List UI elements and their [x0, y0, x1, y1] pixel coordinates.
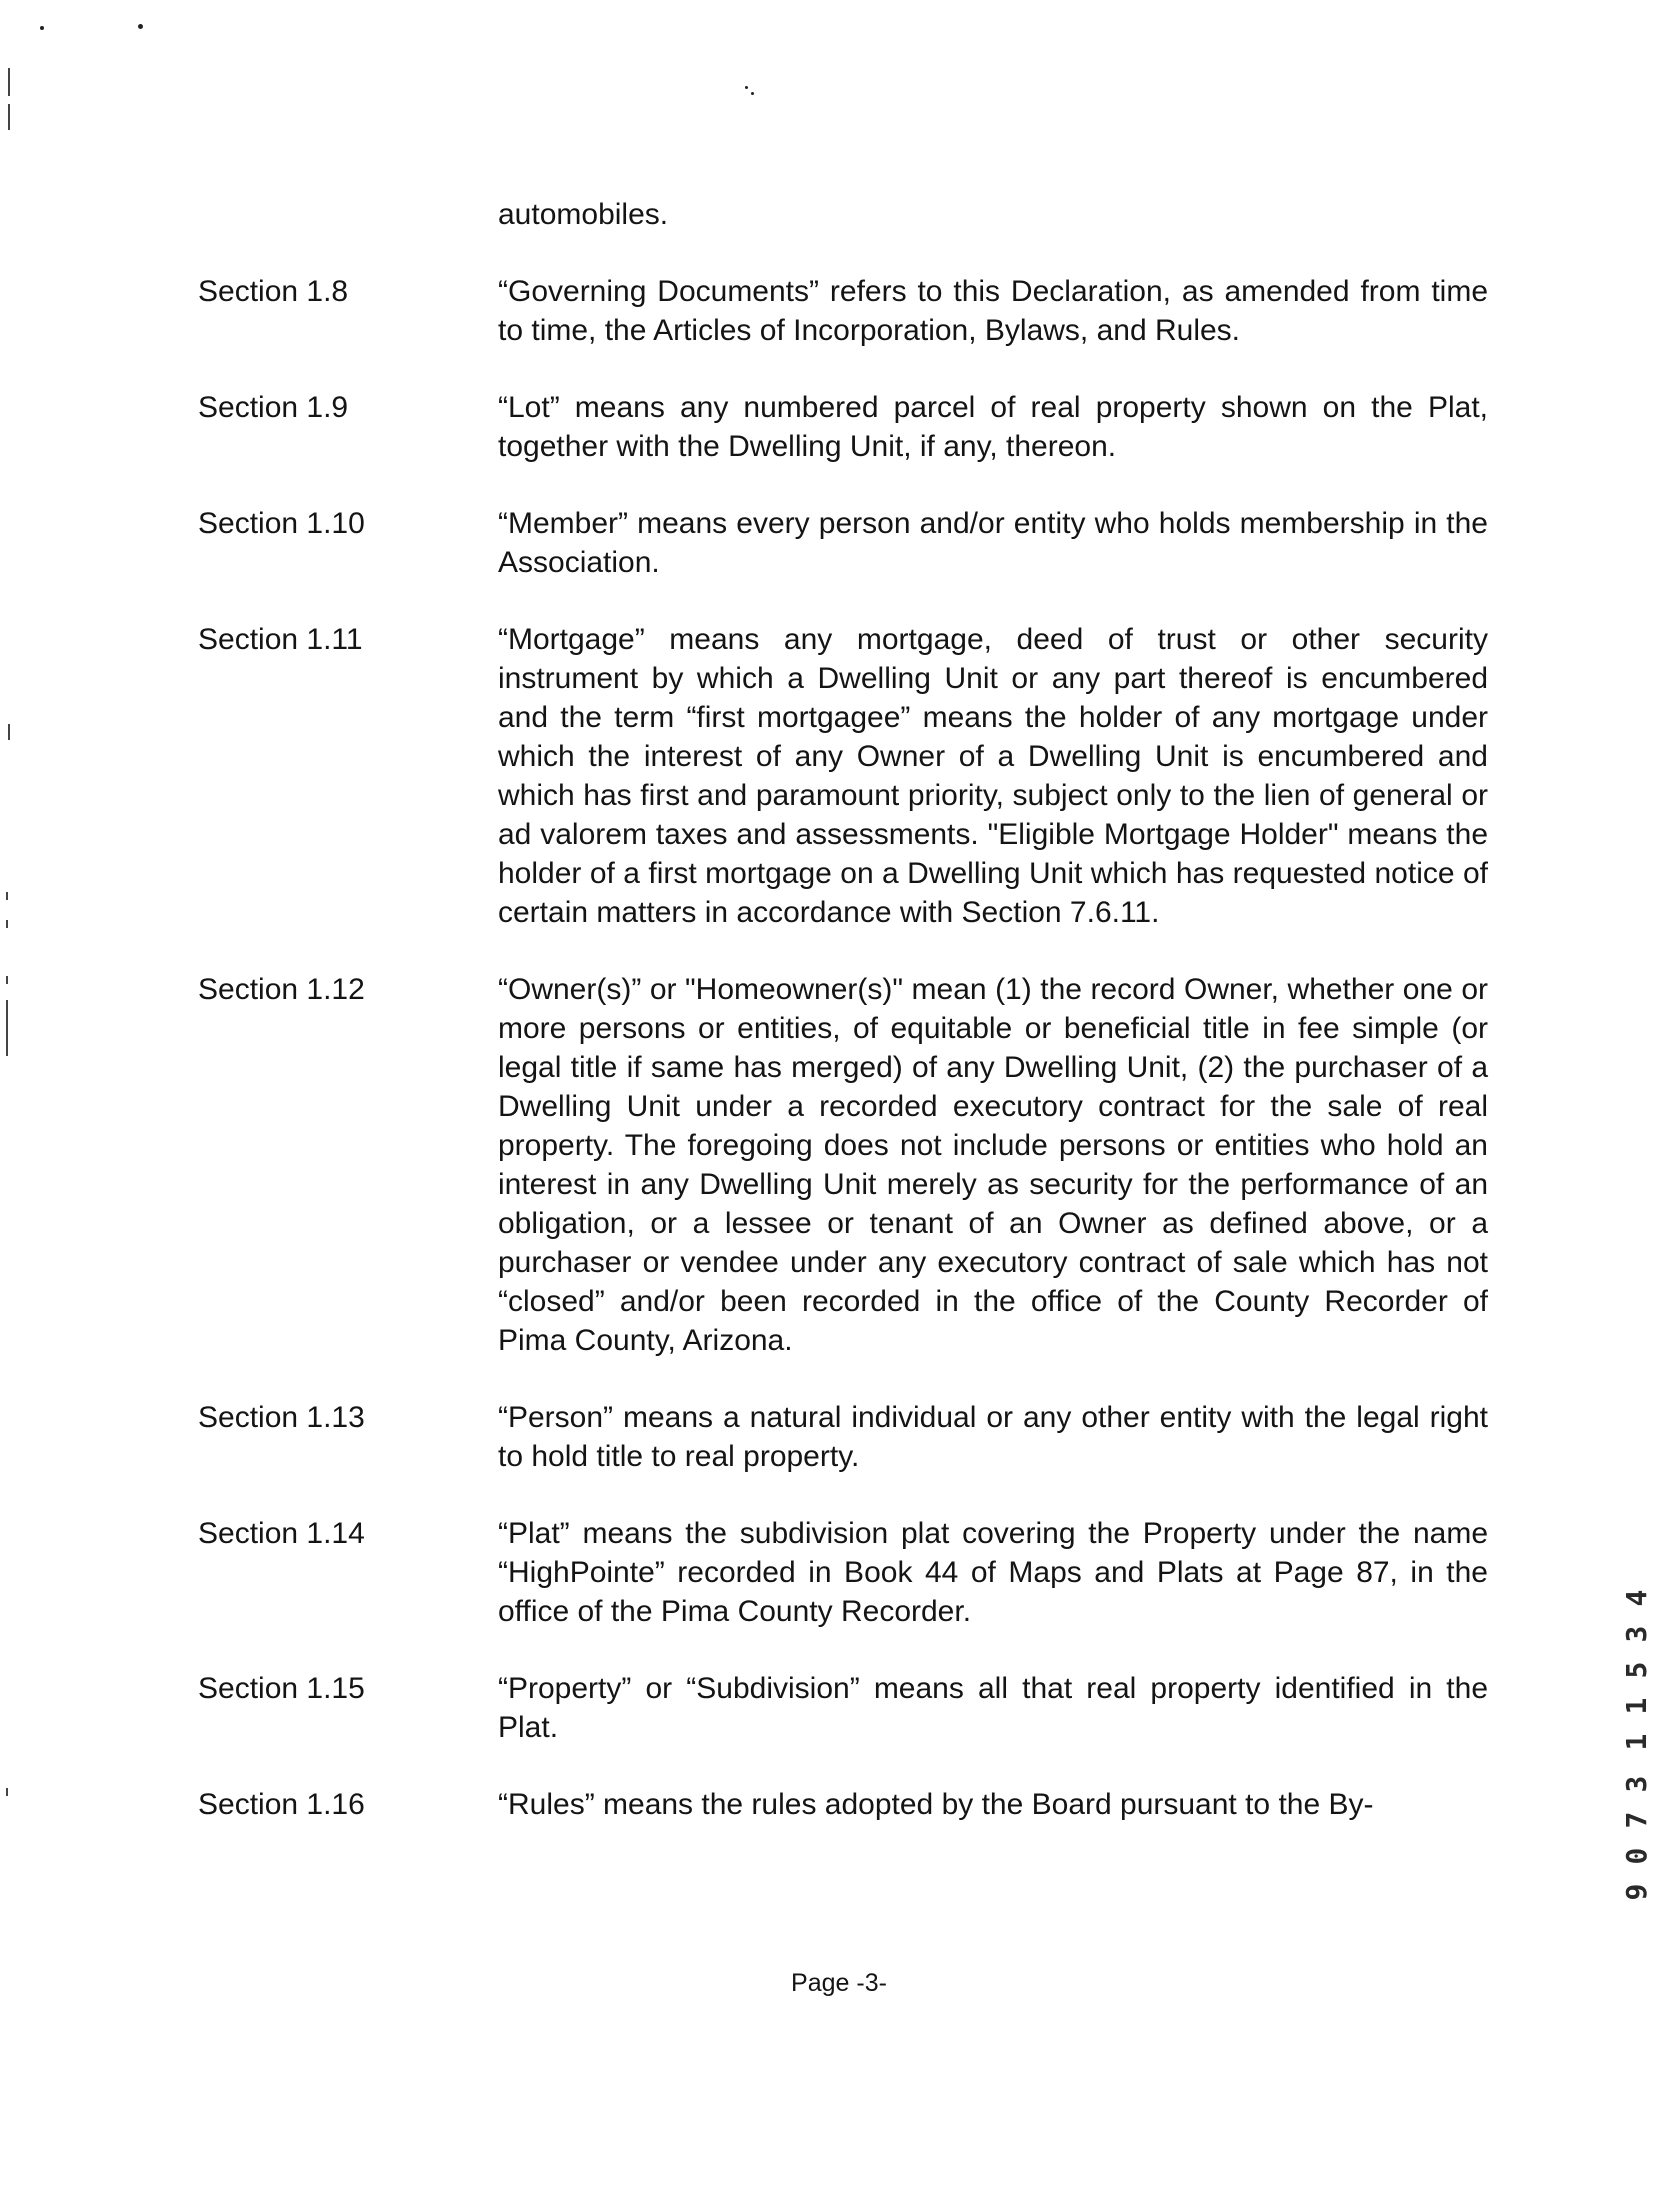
section-label: Section 1.13: [198, 1401, 365, 1434]
section-1-16: [198, 1785, 1488, 1824]
scan-speck: [745, 86, 748, 89]
section-label: Section 1.11: [198, 623, 363, 656]
section-text: “Plat” means the subdivision plat covering the Property under the name “HighPointe” recorded in Book 44 of Maps and Plats at Page 87, in the office of the Pima County Recorder.: [498, 1517, 1497, 1628]
scan-speck: [40, 26, 44, 30]
section-label: Section 1.10: [198, 507, 365, 540]
stamp-digit: 3: [1620, 1625, 1653, 1643]
section-1-13: [198, 1398, 1497, 1476]
stamp-digit: 1: [1620, 1697, 1653, 1715]
section-label: Section 1.8: [198, 275, 349, 308]
scan-edge-line: [8, 724, 10, 740]
section-label: Section 1.16: [198, 1788, 365, 1821]
stamp-digit: 5: [1620, 1661, 1653, 1679]
recording-stamp: [1617, 1580, 1657, 1910]
definitions-list: [198, 272, 1497, 1862]
section-1-14: [198, 1514, 1497, 1631]
scan-edge-line: [6, 976, 8, 984]
scan-edge-line: [6, 920, 8, 928]
section-text: “Owner(s)” or "Homeowner(s)" mean (1) the record Owner, whether one or more persons or entities, of equitable or beneficial title in fee simple (or legal title if same has merged) of any Dwelling Unit, (2) the purchaser of a Dwelling Unit under a recorded executory contract for the sale of real property. The foregoing does not include persons or entities who hold an interest in any Dwelling Unit merely as security for the performance of an obligation, or a lessee or tenant of an Owner as defined above, or a purchaser or vendee under any executory contract of sale which has not “closed” and/or been recorded in the office of the County Recorder of Pima County, Arizona.: [498, 973, 1497, 1357]
scan-speck: [138, 24, 143, 29]
section-text: “Governing Documents” refers to this Declaration, as amended from time to time, the Articles of Incorporation, Bylaws, and Rules.: [498, 275, 1497, 347]
recording-stamp-top: [1619, 1580, 1655, 1760]
section-label: Section 1.12: [198, 973, 365, 1006]
section-text: “Rules” means the rules adopted by the Board pursuant to the By-: [498, 1788, 1374, 1821]
stamp-digit: 7: [1620, 1811, 1653, 1829]
section-text: “Property” or “Subdivision” means all that real property identified in the Plat.: [498, 1672, 1497, 1744]
scan-speck: [751, 92, 754, 95]
section-text: “Member” means every person and/or entity who holds membership in the Association.: [498, 507, 1495, 579]
section-label: Section 1.15: [198, 1672, 365, 1705]
section-label: Section 1.9: [198, 391, 349, 424]
section-text: “Mortgage” means any mortgage, deed of trust or other security instrument by which a Dwelling Unit or any part thereof is encumbered and the term “first mortgagee” means the holder of any mortgage under which the interest of any Owner of a Dwelling Unit is encumbered and which has first and paramount priority, subject only to the lien of general or ad valorem taxes and assessments. "Eligible Mortgage Holder" means the holder of a first mortgage on a Dwelling Unit which has requested notice of certain matters in accordance with Section 7.6.11.: [498, 623, 1497, 929]
section-1-12: [198, 970, 1497, 1360]
stamp-digit: 9: [1620, 1883, 1653, 1901]
scan-edge-line: [8, 104, 10, 130]
section-text: “Lot” means any numbered parcel of real property shown on the Plat, together with the Dwelling Unit, if any, thereon.: [498, 391, 1497, 463]
section-1-9: [198, 388, 1497, 466]
section-1-15: [198, 1669, 1497, 1747]
scan-edge-line: [8, 68, 10, 96]
stamp-digit: 1: [1620, 1733, 1653, 1751]
section-text: “Person” means a natural individual or any other entity with the legal right to hold title to real property.: [498, 1401, 1497, 1473]
scan-edge-line: [6, 1000, 8, 1056]
stamp-digit: 4: [1620, 1589, 1653, 1607]
page-number: Page -3-: [791, 1969, 887, 1997]
recording-stamp-bottom: [1619, 1766, 1655, 1910]
continuation-text: automobiles.: [498, 198, 669, 231]
scan-edge-line: [6, 892, 8, 900]
scan-edge-line: [6, 1788, 8, 1796]
section-1-11: [198, 620, 1497, 932]
stamp-digit: 3: [1620, 1775, 1653, 1793]
stamp-digit: 0: [1620, 1847, 1653, 1865]
section-label: Section 1.14: [198, 1517, 365, 1550]
section-1-10: [198, 504, 1495, 582]
section-1-8: [198, 272, 1497, 350]
